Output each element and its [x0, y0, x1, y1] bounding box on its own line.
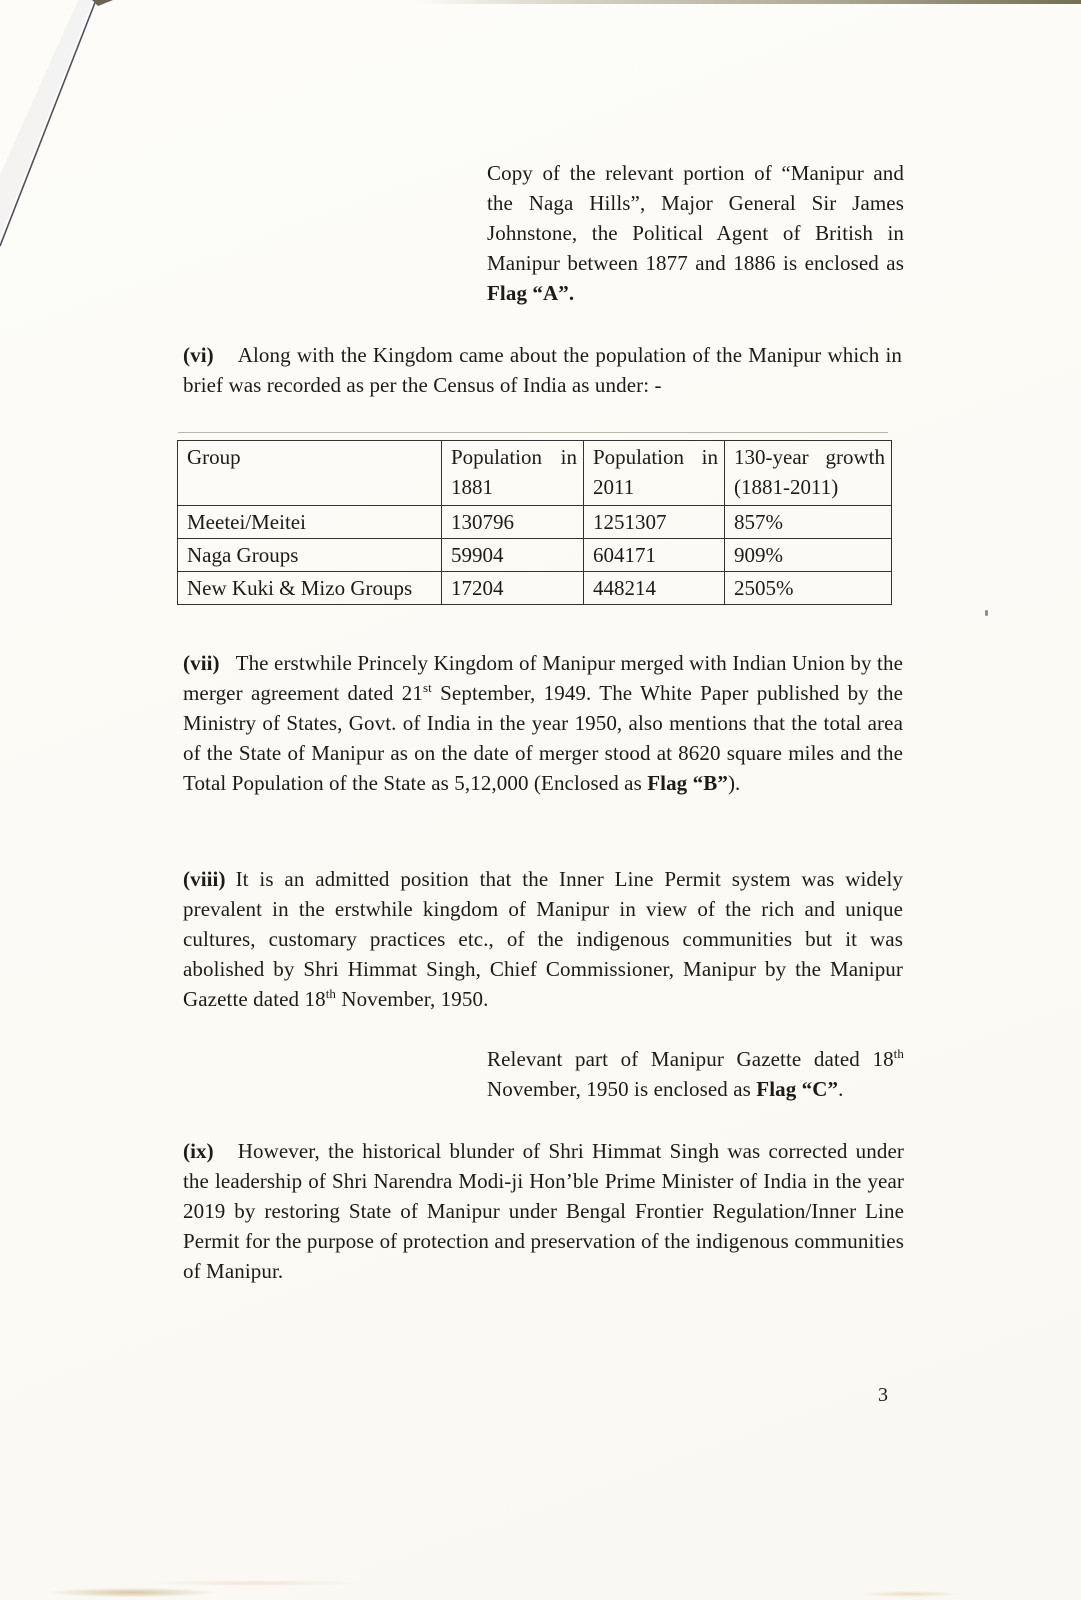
- table-ghost-line: [178, 432, 888, 433]
- column-header-growth: 130-year growth (1881-2011): [725, 441, 892, 506]
- quote-block-flag-a: Copy of the relevant portion of “Manipur and the Naga Hills”, Major General Sir James Johnstone, the Political Agent of British in Manipur between 1877 and 1886 is enclosed as Flag “A”.: [487, 161, 904, 305]
- scan-edge-top: [415, 0, 1081, 4]
- ink-speck: [985, 610, 988, 616]
- cell-group: New Kuki & Mizo Groups: [178, 572, 442, 605]
- cell-pop-2011: 448214: [584, 572, 725, 605]
- scan-smudge-right: [862, 1591, 957, 1597]
- column-header-pop-1881: Population in 1881: [442, 441, 584, 506]
- cell-group: Naga Groups: [178, 539, 442, 572]
- scan-smudge-left: [52, 1588, 212, 1597]
- cell-group: Meetei/Meitei: [178, 506, 442, 539]
- column-header-pop-2011: Population in 2011: [584, 441, 725, 506]
- cell-pop-1881: 130796: [442, 506, 584, 539]
- column-header-group: Group: [178, 441, 442, 506]
- table-header-row: [178, 441, 892, 506]
- cell-pop-2011: 1251307: [584, 506, 725, 539]
- paragraph-viii: (viii) It is an admitted position that the Inner Line Permit system was widely prevalent in the erstwhile kingdom of Manipur in view of the rich and unique cultures, customary practices etc., of the indigenous communities but it was abolished by Shri Himmat Singh, Chief Commissioner, Manipur by the Manipur Gazette dated 18th November, 1950.: [183, 867, 903, 1011]
- cell-growth: 2505%: [725, 572, 892, 605]
- paragraph-ix: (ix) However, the historical blunder of Shri Himmat Singh was corrected under the leadership of Shri Narendra Modi-ji Hon’ble Prime Minister of India in the year 2019 by restoring State of Manipur under Bengal Frontier Regulation/Inner Line Permit for the purpose of protection and preservation of the indigenous communities of Manipur.: [183, 1139, 904, 1283]
- page-fold-line: [0, 0, 130, 260]
- table-row: [178, 572, 892, 605]
- cell-pop-1881: 59904: [442, 539, 584, 572]
- table-row: [178, 506, 892, 539]
- cell-growth: 857%: [725, 506, 892, 539]
- cell-pop-1881: 17204: [442, 572, 584, 605]
- quote-block-flag-c: Relevant part of Manipur Gazette dated 18th November, 1950 is enclosed as Flag “C”.: [487, 1046, 904, 1101]
- census-table: [177, 440, 892, 605]
- paragraph-vi: (vi) Along with the Kingdom came about the population of the Manipur which in brief was recorded as per the Census of India as under: -: [183, 343, 902, 397]
- scan-smudge-left-faint: [150, 1580, 360, 1586]
- page-number: 3: [878, 1384, 888, 1406]
- cell-growth: 909%: [725, 539, 892, 572]
- paragraph-vii: (vii) The erstwhile Princely Kingdom of Manipur merged with Indian Union by the merger agreement dated 21st September, 1949. The White Paper published by the Ministry of States, Govt. of India in the year 1950, also mentions that the total area of the State of Manipur as on the date of merger stood at 8620 square miles and the Total Population of the State as 5,12,000 (Enclosed as Flag “B”).: [183, 651, 903, 795]
- cell-pop-2011: 604171: [584, 539, 725, 572]
- table-row: [178, 539, 892, 572]
